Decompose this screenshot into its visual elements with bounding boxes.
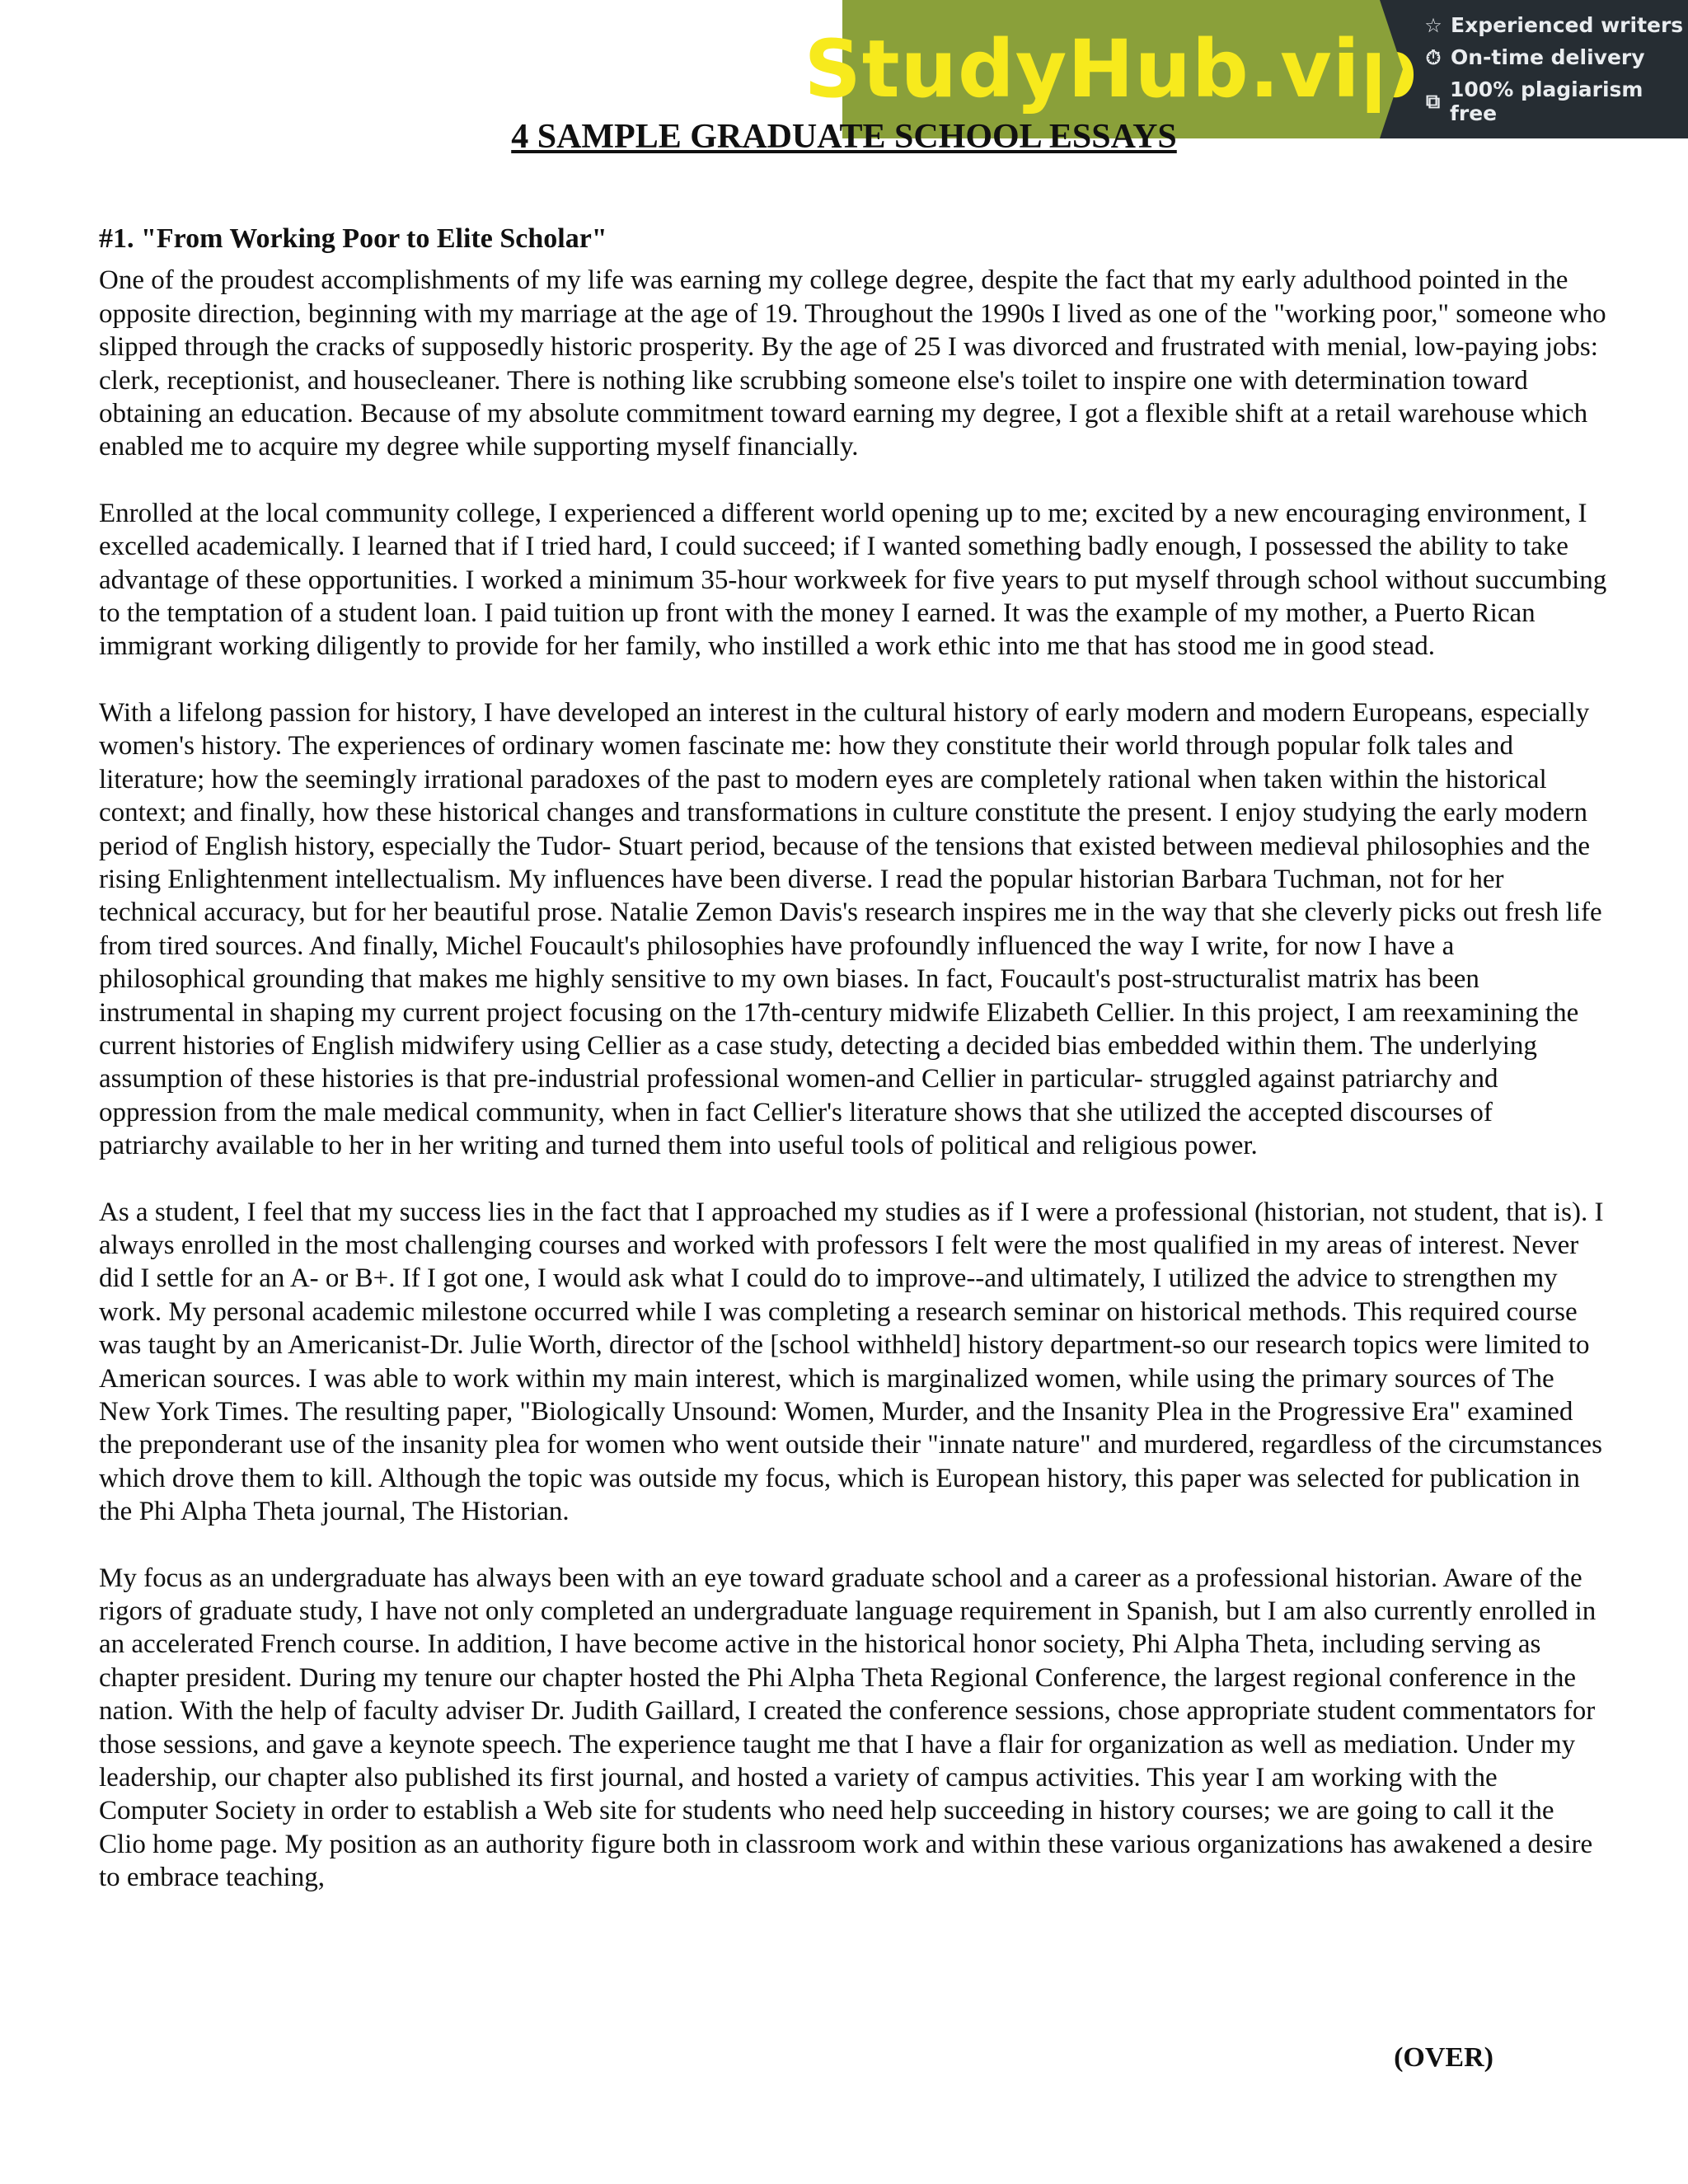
essay-heading: #1. "From Working Poor to Elite Scholar" [99,223,607,254]
feature-label: On-time delivery [1451,45,1645,69]
essay-body [99,223,1607,1928]
essay-paragraph: One of the proudest accomplishments of my life was earning my college degree, despite the fact that my early adulthood pointed in the opposite direction, beginning with my marriage at the age of 19. Throughout the 1990s I lived as one of the "working poor," someone who slipped through the cracks of supposedly historic prosperity. By the age of 25 I was divorced and frustrated with menial, low-paying jobs: clerk, receptionist, and housecleaner. There is nothing like scrubbing someone else's toilet to inspire one with determination toward obtaining an education. Because of my absolute commitment toward earning my degree, I got a flexible shift at a retail warehouse which enabled me to acquire my degree while supporting myself financially. [99,265,1606,462]
clock-icon: ⏱ [1425,45,1442,69]
feature-item [1423,13,1688,37]
essay-paragraph: As a student, I feel that my success lies in the fact that I approached my studies as if I were a professional (historian, not student, that is). I always enrolled in the most challenging courses and worked with professors I felt were the most qualified in my areas of interest. Never did I settle for an A- or B+. If I got one, I would ask what I could do to improve--and ultimately, I utilized the advice to strengthen my work. My personal academic milestone occurred while I was completing a research seminar on historical methods. This required course was taught by an Americanist-Dr. Julie Worth, director of the [school withheld] history department-so our research topics were limited to American sources. I was able to work within my main interest, which is marginalized women, while using the primary sources of The New York Times. The resulting paper, "Biologically Unsound: Women, Murder, and the Insanity Plea in the Progressive Era" examined the preponderant use of the insanity plea for women who went outside their "innate nature" and murdered, regardless of the circumstances which drove them to kill. Although the topic was outside my focus, which is European history, this paper was selected for publication in the Phi Alpha Theta journal, The Historian. [99,1197,1604,1527]
feature-item [1423,45,1688,69]
essay-paragraph: With a lifelong passion for history, I have developed an interest in the cultural history of early modern and modern Europeans, especially women's history. The experiences of ordinary women fascinate me: how they constitute their world through popular folk tales and literature; how the seemingly irrational paradoxes of the past to modern eyes are completely rational when taken within the historical context; and finally, how these historical changes and transformations in culture constitute the present. I enjoy studying the early modern period of English history, especially the Tudor- Stuart period, because of the tensions that existed between medieval philosophies and the rising Enlightenment intellectualism. My influences have been diverse. I read the popular historian Barbara Tuchman, not for her technical accuracy, but for her beautiful prose. Natalie Zemon Davis's research inspires me in the way that she cleverly picks out fresh life from tired sources. And finally, Michel Foucault's philosophies have profoundly influenced the way I write, for now I have a philosophical grounding that makes me highly sensitive to my own biases. In fact, Foucault's post-structuralist matrix has been instrumental in shaping my current project focusing on the 17th-century midwife Elizabeth Cellier. In this project, I am reexamining the current histories of English midwifery using Cellier as a case study, detecting a decided bias embedded within them. The underlying assumption of these histories is that pre-industrial professional women-and Cellier in particular- struggled against patriarchy and oppression from the male medical community, when in fact Cellier's literature shows that she utilized the accepted discourses of patriarchy available to her in her writing and turned them into useful tools of political and religious power. [99,697,1602,1161]
page-footer-over: (OVER) [1394,2042,1493,2073]
brand-text: StudyHub.vip [804,23,1418,115]
star-icon: ☆ [1424,13,1442,37]
feature-label: Experienced writers [1451,13,1684,37]
essay-paragraph: My focus as an undergraduate has always been with an eye toward graduate school and a career as a professional historian. Aware of the rigors of graduate study, I have not only completed an undergraduate language requirement in Spanish, but I am also currently enrolled in an accelerated French course. In addition, I have become active in the historical honor society, Phi Alpha Theta, including serving as chapter president. During my tenure our chapter hosted the Phi Alpha Theta Regional Conference, the largest regional conference in the nation. With the help of faculty adviser Dr. Judith Gaillard, I created the conference sessions, chose appropriate student commentators for those sessions, and gave a keynote speech. The experience taught me that I have a flair for organization as well as mediation. Under my leadership, our chapter also published its first journal, and hosted a variety of campus activities. This year I am working with the Computer Society in order to establish a Web site for students who need help succeeding in history courses; we are going to call it the Clio home page. My position as an authority figure both in classroom work and within these various organizations has awakened a desire to embrace teaching, [99,1563,1597,1893]
copy-icon: ⧉ [1425,90,1441,113]
essay-paragraph: Enrolled at the local community college, I experienced a different world opening up to me; excited by a new encouraging environment, I excelled academically. I learned that if I tried hard, I could succeed; if I wanted something badly enough, I possessed the ability to take advantage of these opportunities. I worked a minimum 35-hour workweek for five years to put myself through school without succumbing to the temptation of a student loan. I paid tuition up front with the money I earned. It was the example of my mother, a Puerto Rican immigrant working diligently to provide for her family, who instilled a work ethic into me that has stood me in good stead. [99,498,1607,662]
document-title: 4 SAMPLE GRADUATE SCHOOL ESSAYS [511,118,1177,156]
feature-label: 100% plagiarism free [1450,77,1643,125]
